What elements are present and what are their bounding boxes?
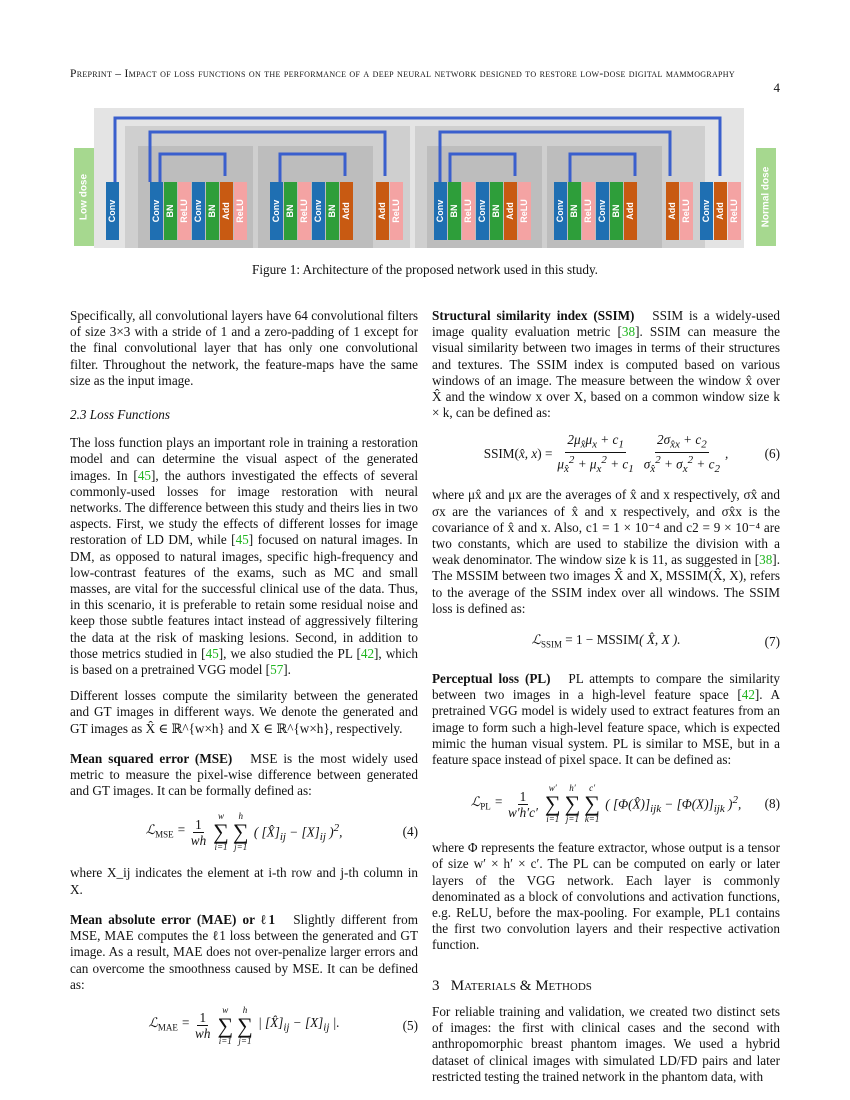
architecture-figure [70, 104, 790, 254]
block-label: BN [164, 204, 175, 218]
block-label: Conv [192, 199, 203, 223]
paragraph-mse: Mean squared error (MSE) MSE is the most widely used metric to measure the pixel-wise difference between generated and GT images. It can be formally defined as: [70, 750, 418, 799]
right-column [432, 308, 780, 1095]
block-label: ReLU [234, 199, 245, 223]
block-label: Conv [596, 199, 607, 223]
equation-mae: ℒ$_{MAE}$ = $\frac{1}{wh}$ w ∑ i=1 h ∑ j=1 | $[X̂]_{ij} - [X]_{ij}$ |. (5) [148, 1004, 418, 1046]
block-label: ReLU [582, 199, 593, 223]
block-label: Conv [700, 199, 711, 223]
block-label: Add [504, 202, 515, 220]
citation: 42 [741, 687, 755, 703]
equation-number: (8) [764, 796, 780, 812]
paragraph-conv-details: Specifically, all convolutional layers have 64 convolutional filters of size 3×3 with a stride of 1 and a zero-padding of 1 except for the final convolutional layer that has only one convolutional filter. Throughout the network, the feature-maps have the same size as the input image. [70, 308, 418, 388]
block-label: ReLU [680, 199, 691, 223]
block-label: Conv [312, 199, 323, 223]
normal-dose-label: Normal dose [760, 166, 772, 228]
equation-number: (5) [402, 1017, 418, 1033]
pl-heading: Perceptual loss (PL) [432, 671, 551, 687]
block-label: ReLU [178, 199, 189, 223]
figure-caption: Figure 1: Architecture of the proposed network used in this study. [252, 262, 598, 277]
equation-number: (4) [402, 824, 418, 840]
block-label: BN [284, 204, 295, 218]
paragraph-ssim-where: where μx̂ and μx are the averages of x̂ and x respectively, σx̂ and σx are the variances of x̂ and x respectively, and σx̂x is the covariance of x̂ and x. Also, c1 = 1 × 10⁻⁴ and c2 = 9 × 10⁻⁴ are two constants, which are used to stabilize the division with a weak denominator. The window size k is 11, as suggested in [38]. The MSSIM between two images X̂ and X, MSSIM(X̂, X), refers to the average of the SSIM index over all windows. The SSIM loss is defined as: [432, 487, 780, 616]
block-label: BN [326, 204, 337, 218]
block-label: Add [376, 202, 387, 220]
left-column [70, 308, 418, 1059]
paragraph-notation: Different losses compute the similarity between the generated and GT images in different ways. We denote the generated and GT images as X̂ ∈ ℝ^{w×h} and X ∈ ℝ^{w×h}, respectively. [70, 688, 418, 736]
paragraph-pl: Perceptual loss (PL) PL attempts to compare the similarity between two images in a high-level feature space [42]. A pretrained VGG model is widely used to extract features from an image to form such a high-level feature space, which is expected mimic the human visual system. PL is similar to MSE, but in a feature space instead of pixel space. It can be defined as: [432, 671, 780, 768]
block-label: Conv [150, 199, 161, 223]
block-label: ReLU [390, 199, 401, 223]
mse-heading: Mean squared error (MSE) [70, 750, 233, 766]
block-label: BN [568, 204, 579, 218]
page-number: 4 [773, 80, 780, 95]
citation: 42 [360, 645, 375, 661]
running-header: Preprint – Impact of loss functions on the performance of a deep neural network designed to restore low-dose digital mammography [70, 68, 735, 80]
subsection-heading: 2.3 Loss Functions [70, 407, 171, 423]
block-label: BN [206, 204, 217, 218]
block-label: Add [714, 202, 725, 220]
block-label: Add [220, 202, 231, 220]
low-dose-label: Low dose [78, 173, 90, 221]
block-label: Conv [270, 199, 281, 223]
block-label: Conv [434, 199, 445, 223]
block-label: BN [490, 204, 501, 218]
citation: 38 [759, 552, 773, 568]
equation-mse: ℒ$_{MSE}$ = $\frac{1}{wh}$ w ∑ i=1 h ∑ j=1 ( $[X̂]_{ij} - [X]_{ij}$ )$^2$, (4) [145, 811, 418, 853]
citation: 45 [137, 467, 152, 483]
citation: 38 [621, 324, 636, 340]
block-label: Add [624, 202, 635, 220]
equation-ssim-loss: ℒ$_{SSIM}$ = 1 − MSSIM( X̂, X ). (7) [531, 631, 780, 650]
block-label: ReLU [298, 199, 309, 223]
block-label: ReLU [518, 199, 529, 223]
block-label: BN [448, 204, 459, 218]
equation-ssim: SSIM( x̂, x ) = $\frac{2\mu_{x̂}\mu_x + c_1}{\mu_{x̂}^2 + \mu_x^2 + c_1}$ $\frac{2\sigma_{x̂x} + c_2}{\sigma_{x̂}^2 + \sigma_x^2 + c_2}$ , (6) [483, 431, 780, 476]
block-label: ReLU [462, 199, 473, 223]
mae-heading: Mean absolute error (MAE) or ℓ1 [70, 911, 276, 927]
citation: 45 [205, 645, 219, 661]
paragraph-mae: Mean absolute error (MAE) or ℓ1 Slightly different from MSE, MAE computes the ℓ1 loss between the generated and GT image. As a result, MAE does not over-penalize larger errors and can overcome the smoothness caused by MSE. It can be defined as: [70, 911, 418, 992]
equation-pl: ℒ$_{PL}$ = $\frac{1}{w'h'c'}$ w′ ∑ i=1 h′ ∑ j=1 c′ ∑ k=1 ( $[\Phi(X̂)]_{ijk} - [\Phi(X)]_{ijk}$ )$^2$, (8) [470, 783, 780, 825]
paragraph-pl-where: where Φ represents the feature extractor, whose output is a tensor of size w′ × h′ × c′. The PL can be computed on early or later layers of the VGG network. Each layer is commonly denominated as a block of convolutions and activation functions, e.g. ReLU, before the max-pooling. For example, PL1 contains the first two convolution layers and their respective activation function. [432, 840, 780, 953]
paragraph-materials: For reliable training and validation, we created two distinct sets of images: the first with clinical cases and the second with anthropomorphic breast phantom images. We used a hybrid dataset of clinical images with simulated LD/FD pairs and later restricted testing the trained network in the phantom data, with [432, 1003, 780, 1084]
block-label: BN [610, 204, 621, 218]
block-label: Conv [554, 199, 565, 223]
paragraph-ssim: Structural similarity index (SSIM) SSIM is a widely-used image quality evaluation metric [38]. SSIM can measure the visual similarity between two images in terms of their structures and textures. The SSIM index is computed based on various windows of an image. The measure between the window x̂ over X̂ and the window x over X, based on a common window size k × k, can be defined as: [432, 308, 780, 421]
section-heading: 3 Materials & Methods [432, 977, 592, 994]
block-label: Conv [106, 199, 117, 223]
block-label: ReLU [728, 199, 739, 223]
block-label: Add [666, 202, 677, 220]
citation: 45 [235, 532, 249, 548]
equation-number: (7) [764, 633, 780, 649]
paragraph-loss-intro: The loss function plays an important role in training a restoration model and can determine the visual aspect of the generated images. In [45], the authors investigated the effects of several commonly-used losses for image restoration with neural networks. The difference between this study and theirs lies in two aspects. First, we study the effects of different losses for image restoration of LD DM, while [45] focused on natural images. In DM, as opposed to natural images, specific high-frequency and low-contrast features of the exams, such as MC and small masses, are vital for the successful clinical use of the data. Thus, in this scenario, it is preferable to retain some residual noise and keep those subtle features intact instead of aggressively filtering the data at the risk of masking lesions. Second, in addition to those metrics studied in [45], we also studied the PL [42], which is based on a pretrained VGG model [57]. [70, 435, 418, 678]
equation-number: (6) [764, 446, 780, 462]
block-label: Add [340, 202, 351, 220]
citation: 57 [270, 662, 284, 678]
paragraph-mse-where: where X_ij indicates the element at i-th row and j-th column in X. [70, 865, 418, 897]
block-label: Conv [476, 199, 487, 223]
ssim-heading: Structural similarity index (SSIM) [432, 308, 635, 323]
